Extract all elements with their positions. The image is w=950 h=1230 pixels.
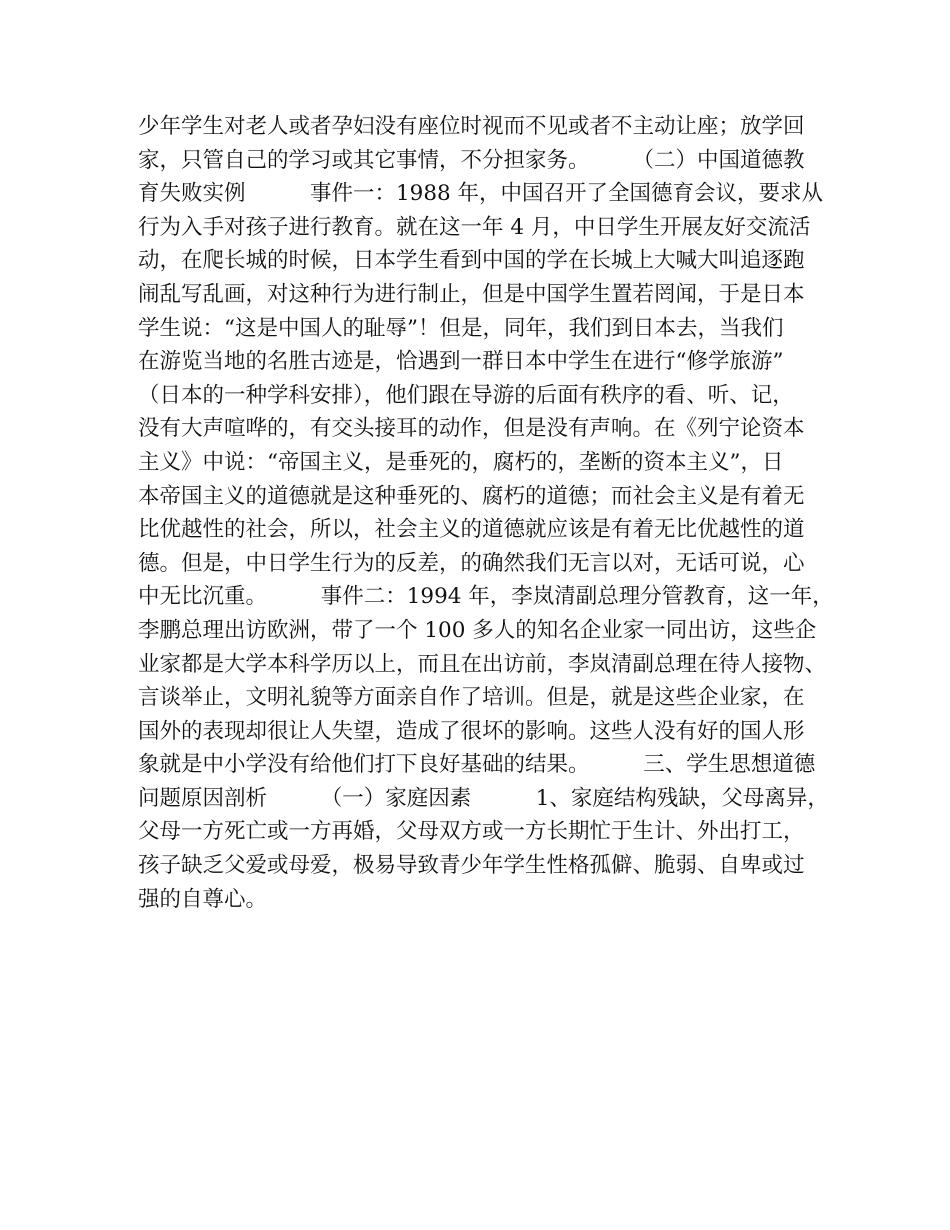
text-line: 学生说：“这是中国人的耻辱”！但是，同年，我们到日本去，当我们 xyxy=(138,315,784,341)
text-line: 言谈举止，文明礼貌等方面亲自作了培训。但是，就是这些企业家，在 xyxy=(138,685,805,711)
text-line: 在游览当地的名胜古迹是，恰遇到一群日本中学生在进行“修学旅游” xyxy=(138,349,784,375)
text-line: 李鹏总理出访欧洲，带了一个 100 多人的知名企业家一同出访，这些企 xyxy=(138,617,817,643)
text-line: 孩子缺乏父爱或母爱，极易导致青少年学生性格孤僻、脆弱、自卑或过 xyxy=(138,853,805,879)
text-line: 家，只管自己的学习或其它事情，不分担家务。 （二）中国道德教 xyxy=(138,147,805,173)
text-line: 中无比沉重。 事件二：1994 年，李岚清副总理分管教育，这一年， xyxy=(138,584,834,610)
text-line: 少年学生对老人或者孕妇没有座位时视而不见或者不主动让座；放学回 xyxy=(138,114,805,139)
text-line: 育失败实例 事件一：1988 年，中国召开了全国德育会议，要求从 xyxy=(138,181,824,207)
text-line: 动，在爬长城的时候，日本学生看到中国的学在长城上大喊大叫追逐跑 xyxy=(138,248,805,274)
text-line: 比优越性的社会，所以，社会主义的道德就应该是有着无比优越性的道 xyxy=(138,517,805,543)
text-line: 象就是中小学没有给他们打下良好基础的结果。 三、学生思想道德 xyxy=(138,752,816,778)
text-line: 国外的表现却很让人失望，造成了很坏的影响。这些人没有好的国人形 xyxy=(138,718,805,744)
text-line: 没有大声喧哗的，有交头接耳的动作，但是没有声响。在《列宁论资本 xyxy=(138,416,805,442)
text-line: 德。但是，中日学生行为的反差，的确然我们无言以对，无话可说，心 xyxy=(138,550,805,576)
body-paragraph xyxy=(138,110,834,916)
text-line: 强的自尊心。 xyxy=(138,886,268,912)
text-line: 闹乱写乱画，对这种行为进行制止，但是中国学生置若罔闻，于是日本 xyxy=(138,281,805,307)
text-line: 本帝国主义的道德就是这种垂死的、腐朽的道德；而社会主义是有着无 xyxy=(138,483,805,509)
text-line: 行为入手对孩子进行教育。就在这一年 4 月，中日学生开展友好交流活 xyxy=(138,214,811,240)
text-line: 父母一方死亡或一方再婚，父母双方或一方长期忙于生计、外出打工， xyxy=(138,819,805,845)
text-line: 问题原因剖析 （一）家庭因素 1、家庭结构残缺，父母离异， xyxy=(138,785,829,811)
text-line: 业家都是大学本科学历以上，而且在出访前，李岚清副总理在待人接物、 xyxy=(138,651,827,677)
text-line: （日本的一种学科安排），他们跟在导游的后面有秩序的看、听、记， xyxy=(138,382,794,408)
text-line: 主义》中说：“帝国主义，是垂死的，腐朽的，垄断的资本主义”，日 xyxy=(138,449,784,475)
